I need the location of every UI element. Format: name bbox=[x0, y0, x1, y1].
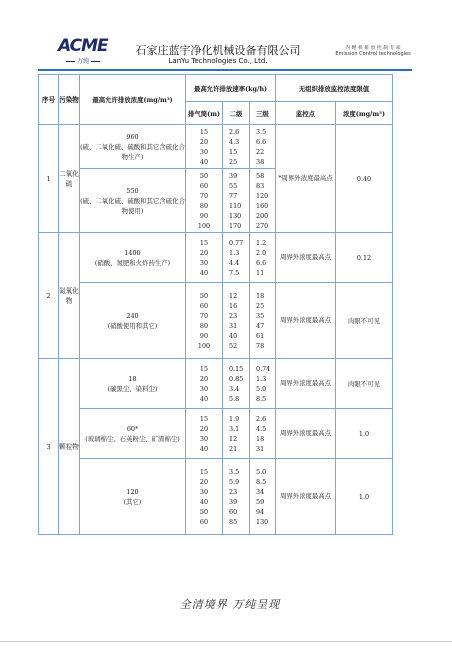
header-slogan-cn: 内 燃 机 排 放 控 制 专 家 bbox=[345, 46, 401, 51]
header-max-concentration: 最高允许排放浓度(mg/m³) bbox=[80, 75, 186, 125]
monitor-point-cell: 周界外浓度最高点 bbox=[276, 459, 336, 535]
max-concentration-cell bbox=[80, 125, 186, 169]
grade3-list: 2.6 4.5 18 31 bbox=[250, 409, 276, 459]
emission-standards-table bbox=[38, 74, 393, 535]
monitor-point-cell: 周界外浓度最高点 bbox=[276, 283, 336, 359]
stack-height-list: 50 60 70 80 90 100 bbox=[186, 169, 223, 233]
logo-wordmark: ACME bbox=[58, 36, 108, 56]
row-seq: 2 bbox=[39, 233, 59, 359]
limit-cell: 肉眼不可见 bbox=[336, 283, 393, 359]
limit-cell: 1.0 bbox=[336, 409, 393, 459]
header-grade3: 三级 bbox=[250, 102, 276, 125]
table-row bbox=[39, 283, 393, 359]
table-row bbox=[39, 459, 393, 535]
limit-cell: 0.12 bbox=[336, 233, 393, 283]
table-row bbox=[39, 125, 393, 169]
limit-cell: 肉眼不可见 bbox=[336, 359, 393, 409]
max-concentration-cell bbox=[80, 409, 186, 459]
concentration-value: 550 bbox=[126, 186, 139, 195]
header-max-rate: 最高允许排放速率(kg/h) bbox=[186, 75, 276, 102]
grade2-list: 2.6 4.3 15 25 bbox=[223, 125, 250, 169]
concentration-value: 120 bbox=[126, 487, 139, 496]
row-pollutant: 二氧化硫 bbox=[59, 125, 80, 233]
max-concentration-cell bbox=[80, 233, 186, 283]
max-concentration-cell bbox=[80, 169, 186, 233]
company-name-cn: 石家庄蓝宇净化机械设备有限公司 bbox=[135, 44, 301, 57]
concentration-value: 240 bbox=[126, 311, 139, 320]
grade3-list: 58 83 120 160 200 270 bbox=[250, 169, 276, 233]
company-logo bbox=[58, 38, 108, 65]
grade2-list: 39 55 77 110 130 170 bbox=[223, 169, 250, 233]
concentration-note: (碳黑尘、染料尘) bbox=[107, 384, 158, 393]
concentration-note: (硝酸使用和其它) bbox=[107, 321, 158, 330]
logo-subtitle: 万纯 bbox=[58, 56, 108, 65]
monitor-point-cell: 周界外浓度最高点 bbox=[276, 359, 336, 409]
max-concentration-cell bbox=[80, 359, 186, 409]
company-name-en: LanYu Technologies Co., Ltd. bbox=[168, 57, 268, 65]
table-row bbox=[39, 409, 393, 459]
header-seq: 序号 bbox=[39, 75, 59, 125]
header-divider bbox=[38, 69, 412, 71]
header-stack-height: 排气筒(m) bbox=[186, 102, 223, 125]
stack-height-list: 15 20 30 40 bbox=[186, 233, 223, 283]
concentration-value: 1400 bbox=[124, 248, 141, 257]
footer-slogan: 全清境界 万纯呈现 bbox=[179, 598, 281, 611]
grade3-list: 1.2 2.0 6.6 11 bbox=[250, 233, 276, 283]
limit-cell: 1.0 bbox=[336, 459, 393, 535]
header-slogan-en: Emission Control technologies bbox=[335, 51, 411, 57]
page-bottom-edge bbox=[0, 641, 452, 642]
header-pollutant: 污染物 bbox=[59, 75, 80, 125]
header-grade2: 二级 bbox=[223, 102, 250, 125]
header-fugitive-limit: 无组织排放监控浓度限值 bbox=[276, 75, 393, 102]
table-row bbox=[39, 359, 393, 409]
concentration-note: (硫、二氧化硫、硫酸和其它含硫化合物生产) bbox=[80, 142, 185, 161]
grade2-list: 1.9 3.1 12 21 bbox=[223, 409, 250, 459]
monitor-point-cell: 周界外浓度最高点 bbox=[276, 409, 336, 459]
concentration-note: (其它) bbox=[123, 497, 142, 506]
stack-height-list: 50 60 70 80 90 100 bbox=[186, 283, 223, 359]
stack-height-list: 15 20 30 40 bbox=[186, 359, 223, 409]
header-concentration: 浓度(mg/m³) bbox=[336, 102, 393, 125]
grade3-list: 5.0 8.5 34 59 94 130 bbox=[250, 459, 276, 535]
table-row bbox=[39, 233, 393, 283]
concentration-note: (玻璃棉尘、石英粉尘、矿渣棉尘) bbox=[85, 434, 180, 443]
max-concentration-cell bbox=[80, 459, 186, 535]
row-pollutant: 氮氧化物 bbox=[59, 233, 80, 359]
row-pollutant: 颗粒物 bbox=[59, 359, 80, 535]
concentration-value: 960 bbox=[126, 132, 139, 141]
concentration-value: 18 bbox=[128, 374, 137, 383]
stack-height-list: 15 20 30 40 50 60 bbox=[186, 459, 223, 535]
concentration-value: 60* bbox=[126, 424, 139, 433]
grade2-list: 0.77 1.3 4.4 7.5 bbox=[223, 233, 250, 283]
concentration-note: (硫、二氧化硫、硫酸和其它含硫化合物使用) bbox=[80, 196, 185, 215]
row-seq: 3 bbox=[39, 359, 59, 535]
grade2-list: 12 16 23 31 40 52 bbox=[223, 283, 250, 359]
grade3-list: 3.5 6.6 22 38 bbox=[250, 125, 276, 169]
stack-height-list: 15 20 30 40 bbox=[186, 125, 223, 169]
monitor-point-cell: *周界外浓度最高点 bbox=[276, 125, 336, 233]
grade3-list: 0.74 1.3 5.0 8.5 bbox=[250, 359, 276, 409]
grade3-list: 18 25 35 47 61 78 bbox=[250, 283, 276, 359]
header-monitor-point: 监控点 bbox=[276, 102, 336, 125]
concentration-note: (硝酸、氮肥和火炸药生产) bbox=[94, 258, 171, 267]
row-seq: 1 bbox=[39, 125, 59, 233]
grade2-list: 3.5 5.9 23 39 60 85 bbox=[223, 459, 250, 535]
max-concentration-cell bbox=[80, 283, 186, 359]
monitor-point-cell: 周界外浓度最高点 bbox=[276, 233, 336, 283]
grade2-list: 0.15 0.85 3.4 5.8 bbox=[223, 359, 250, 409]
limit-cell: 0.40 bbox=[336, 125, 393, 233]
stack-height-list: 15 20 30 40 bbox=[186, 409, 223, 459]
